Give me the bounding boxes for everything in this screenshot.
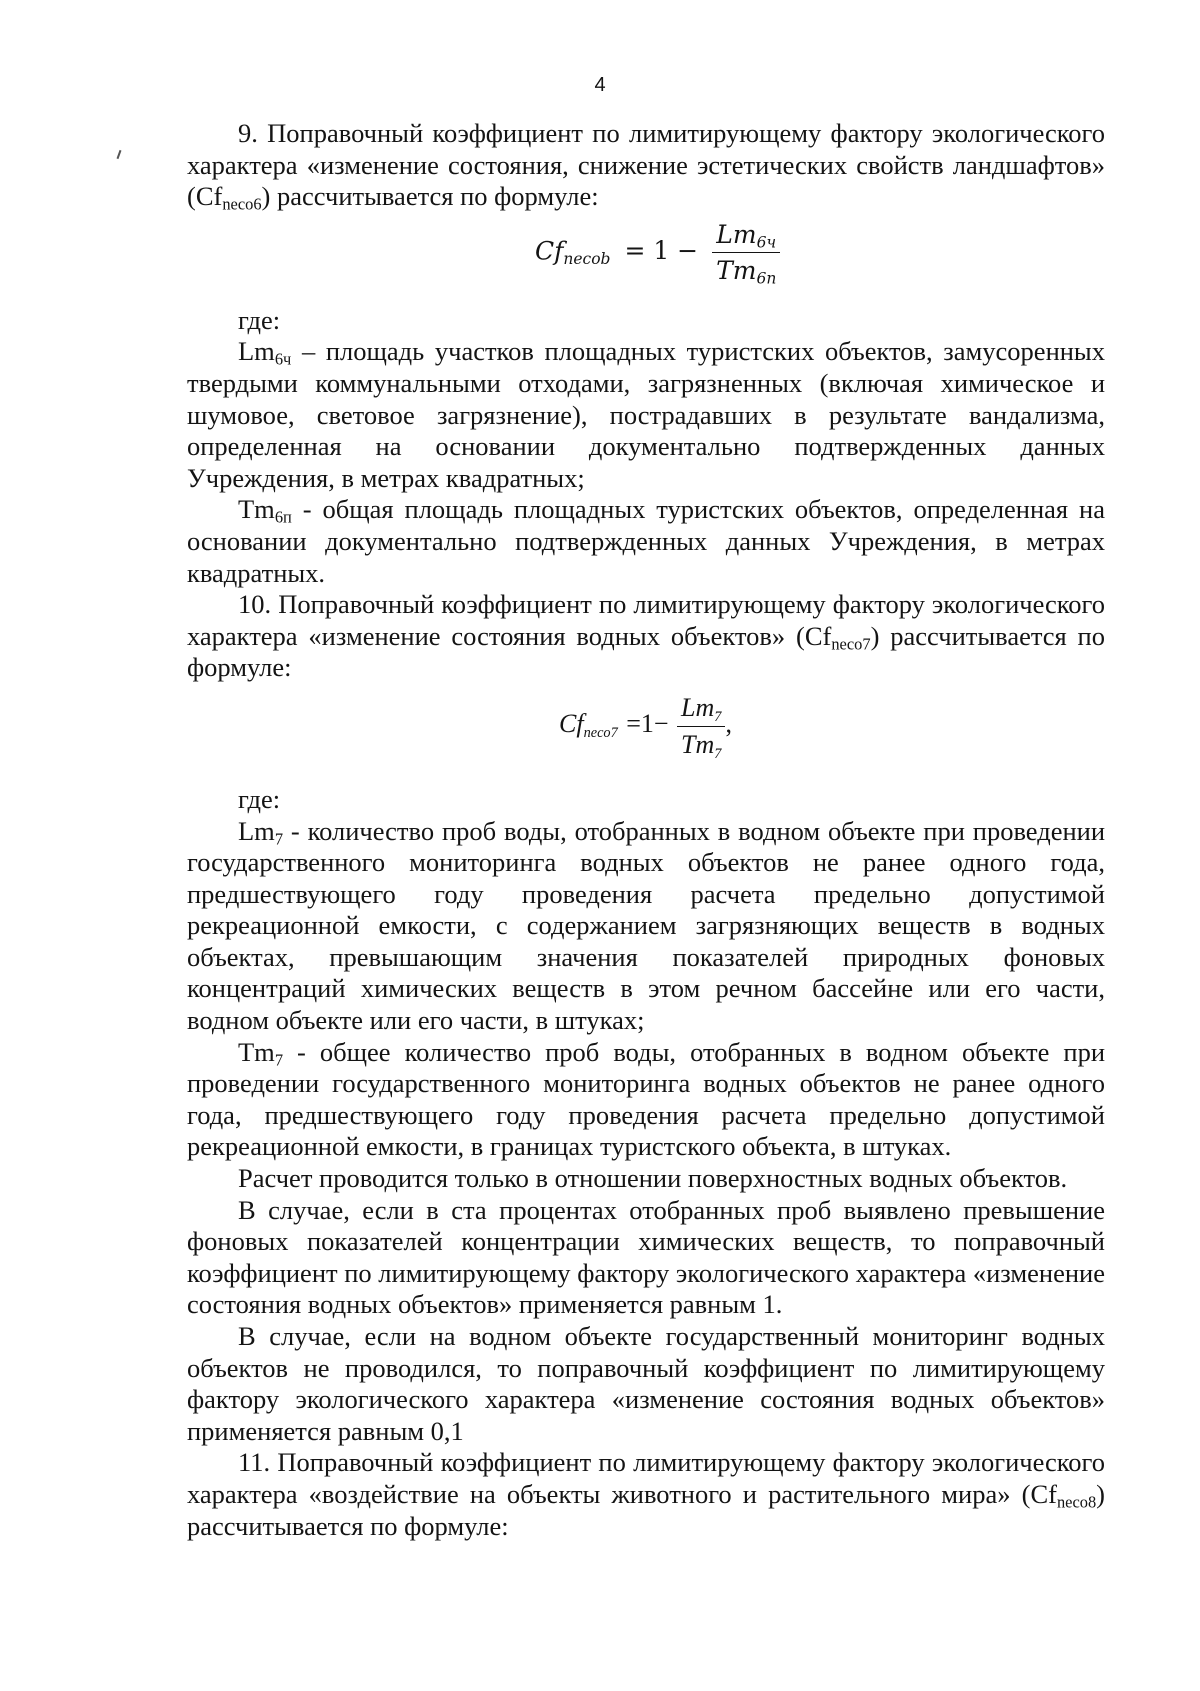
formula-neco7	[187, 684, 1105, 784]
s10-def2-text: - общее количество проб воды, отобранных в водном объекте при проведении государственного мониторинга водных объектов не ранее одного года, предшествующего году проведения расчета предельно допустимой рекреационной емкости, в границах туристского объекта, в штуках.	[187, 1036, 1105, 1162]
s9-def2-sub: 6п	[274, 507, 292, 527]
s9-intro	[187, 118, 1105, 213]
s9-def1-sub: 6ч	[274, 349, 292, 369]
s10-where: где:	[238, 783, 281, 814]
s9-def-tm	[187, 494, 1105, 589]
s9-intro-text-a: 9. Поправочный коэффициент по лимитирующему фактору экологического характера «изменение состояния, снижение эстетических свойств ландшафтов» (Cf	[187, 118, 1105, 212]
f1-den-sub: 6п	[756, 269, 777, 288]
f2-op: =1−	[626, 708, 669, 738]
s10-intro-text-a: 10. Поправочный коэффициент по лимитирующему фактору экологического характера «изменение состояния водных объектов» (Cf	[187, 589, 1105, 651]
s11-intro-text-b: ) рассчитывается по формуле:	[187, 1478, 1105, 1541]
page-number: 4	[594, 74, 606, 96]
s9-def2-text: - общая площадь площадных туристских объектов, определенная на основании документально подтвержденных данных Учреждения, в метрах квадратных.	[187, 494, 1105, 588]
s9-def-lm	[187, 336, 1105, 494]
s10-def2-sym: Tm	[238, 1036, 275, 1067]
s9-intro-sub: neco6	[222, 194, 262, 214]
s10-def-lm	[187, 816, 1105, 1037]
s10-note-1: Расчет проводится только в отношении поверхностных водных объектов.	[238, 1163, 1068, 1194]
f2-fraction	[677, 692, 725, 760]
f1-den: Tm	[716, 256, 757, 286]
f2-lhs: Cf	[559, 708, 584, 738]
s10-intro	[187, 589, 1105, 684]
f2-num: Lm	[681, 692, 715, 722]
f1-lhs-sub: necob	[563, 249, 611, 268]
s9-intro-text-b: ) рассчитывается по формуле:	[261, 181, 599, 212]
s11-intro	[187, 1447, 1105, 1542]
s10-def1-text: - количество проб воды, отобранных в водном объекте при проведении государственного мониторинга водных объектов не ранее одного года, предшествующего году проведения расчета предельно допустимой рекреационной емкости, с содержанием загрязняющих веществ в водных объектах, превышающим значения показателей природных фоновых концентраций химических веществ в этом речном бассейне или его части, водном объекте или его части, в штуках;	[187, 815, 1105, 1036]
s9-def2-sym: Tm	[238, 494, 275, 525]
f1-num-sub: 6ч	[756, 233, 777, 252]
f2-den-sub: 7	[714, 745, 722, 762]
f1-num: Lm	[716, 219, 757, 249]
s9-where: где:	[238, 304, 281, 335]
s11-intro-text-a: 11. Поправочный коэффициент по лимитирующему фактору экологического характера «воздействие на объекты животного и растительного мира» (Cf	[187, 1447, 1105, 1509]
f1-lhs: Cf	[535, 236, 564, 266]
s10-note-2: В случае, если в ста процентах отобранных проб выявлено превышение фоновых показателей концентрации химических веществ, то поправочный коэффициент по лимитирующему фактору экологического характера «изменение состояния водных объектов» применяется равным 1.	[187, 1194, 1105, 1320]
f1-op: = 1 −	[624, 236, 699, 266]
s10-def1-sub: 7	[274, 829, 284, 849]
f2-tail: ,	[725, 708, 732, 738]
f2-num-sub: 7	[714, 708, 722, 725]
s10-note-3: В случае, если на водном объекте государственный мониторинг водных объектов не проводился, то поправочный коэффициент по лимитирующему фактору экологического характера «изменение состояния водных объектов» применяется равным 0,1	[187, 1321, 1105, 1446]
formula-necob	[187, 213, 1105, 305]
s10-def-tm	[187, 1037, 1105, 1163]
f2-den: Tm	[681, 729, 715, 759]
s9-def1-sym: Lm	[238, 336, 275, 367]
f1-fraction	[712, 219, 780, 287]
s10-def1-sym: Lm	[238, 815, 275, 846]
s11-intro-sub: neco8	[1056, 1492, 1097, 1512]
s10-def2-sub: 7	[274, 1050, 284, 1070]
stray-mark	[117, 150, 122, 159]
section-9	[187, 118, 1105, 1542]
f2-lhs-sub: neco7	[583, 724, 618, 741]
s10-intro-text-b: ) рассчитывается по формуле:	[187, 620, 1105, 683]
s9-def1-text: – площадь участков площадных туристских объектов, замусоренных твердыми коммунальными отходами, загрязненных (включая химическое и шумовое, световое загрязнение), пострадавших в результате вандализма, определенная на основании документально подтвержденных данных Учреждения, в метрах квадратных;	[187, 336, 1105, 493]
s10-intro-sub: neco7	[831, 634, 871, 654]
